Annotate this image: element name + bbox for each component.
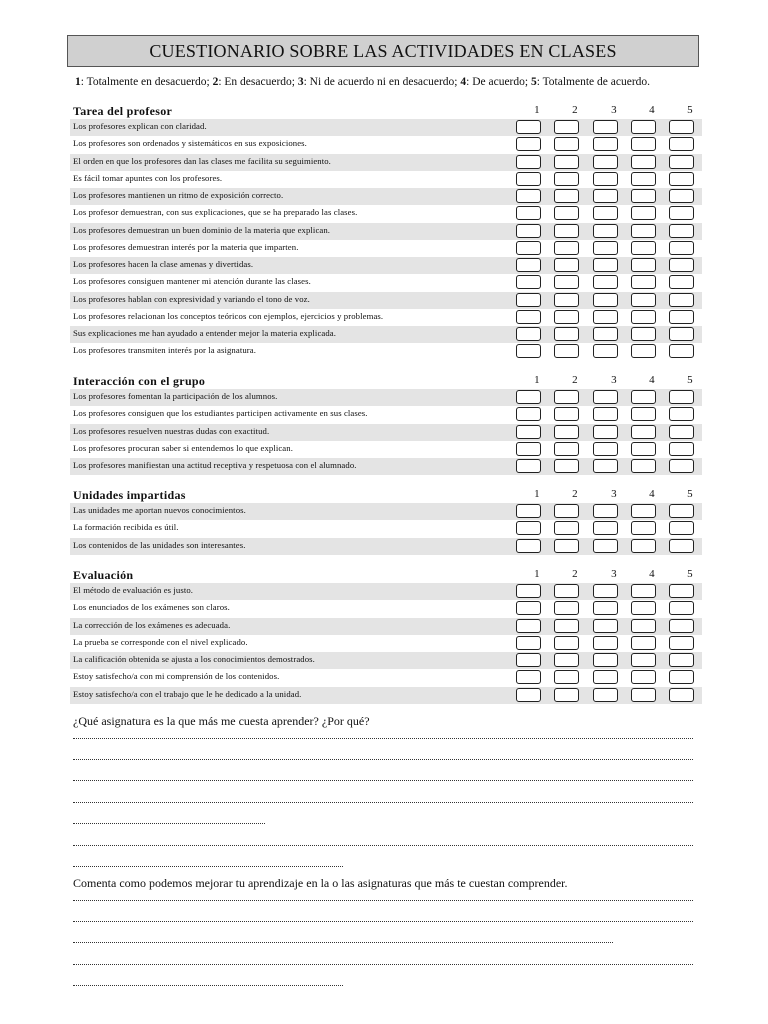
question-row xyxy=(70,538,702,555)
rating-checkbox-4[interactable] xyxy=(631,293,656,307)
rating-checkbox-3[interactable] xyxy=(593,407,618,421)
rating-checkbox-2[interactable] xyxy=(554,344,579,358)
legend-text-3: : Ni de acuerdo ni en desacuerdo; xyxy=(303,76,461,88)
question-row xyxy=(70,343,702,360)
rating-checkbox-3[interactable] xyxy=(593,504,618,518)
answer-line[interactable] xyxy=(73,954,693,965)
rating-checkbox-1[interactable] xyxy=(516,172,541,186)
rating-checkbox-1[interactable] xyxy=(516,504,541,518)
question-row xyxy=(70,188,702,205)
rating-checkbox-3[interactable] xyxy=(593,653,618,667)
legend-text-2: : En desacuerdo; xyxy=(218,76,298,88)
rating-checkbox-3[interactable] xyxy=(593,459,618,473)
rating-checkbox-3[interactable] xyxy=(593,189,618,203)
scale-number: 2 xyxy=(572,568,578,580)
rating-checkbox-2[interactable] xyxy=(554,206,579,220)
question-text: Los profesores fomentan la participación de los alumnos. xyxy=(73,391,278,401)
scale-number: 5 xyxy=(687,374,693,386)
scale-number: 2 xyxy=(572,374,578,386)
rating-checkbox-2[interactable] xyxy=(554,390,579,404)
legend-num-2: 2 xyxy=(212,76,219,88)
legend-num-4: 4 xyxy=(460,76,467,88)
rating-checkbox-4[interactable] xyxy=(631,137,656,151)
scale-number: 1 xyxy=(534,104,540,116)
question-row xyxy=(70,406,702,423)
question-text: Los profesor demuestran, con sus explicaciones, que se ha preparado las clases. xyxy=(73,207,358,218)
question-text: La formación recibida es útil. xyxy=(73,522,179,533)
rating-checkbox-1[interactable] xyxy=(516,241,541,255)
question-text: Los profesores consiguen que los estudiantes participen activamente en sus clases. xyxy=(73,408,368,419)
rating-checkbox-1[interactable] xyxy=(516,310,541,324)
answer-line[interactable] xyxy=(73,932,613,943)
rating-checkbox-4[interactable] xyxy=(631,189,656,203)
rating-checkbox-2[interactable] xyxy=(554,688,579,702)
section-title: Interacción con el grupo xyxy=(73,374,206,388)
rating-checkbox-1[interactable] xyxy=(516,258,541,272)
rating-checkbox-4[interactable] xyxy=(631,442,656,456)
rating-checkbox-3[interactable] xyxy=(593,258,618,272)
answer-line[interactable] xyxy=(73,890,693,901)
rating-checkbox-5[interactable] xyxy=(669,504,694,518)
question-text: Los enunciados de los exámenes son claros. xyxy=(73,602,230,613)
rating-checkbox-4[interactable] xyxy=(631,120,656,134)
rating-checkbox-3[interactable] xyxy=(593,137,618,151)
question-row xyxy=(70,136,702,153)
question-row xyxy=(70,309,702,326)
legend-num-5: 5 xyxy=(530,76,537,88)
rating-checkbox-2[interactable] xyxy=(554,539,579,553)
section-title: Tarea del profesor xyxy=(73,104,173,118)
question-text: Los profesores procuran saber si entendemos lo que explican. xyxy=(73,442,293,453)
rating-checkbox-5[interactable] xyxy=(669,293,694,307)
scale-number: 3 xyxy=(611,488,617,500)
rating-checkbox-2[interactable] xyxy=(554,425,579,439)
rating-checkbox-3[interactable] xyxy=(593,619,618,633)
question-text: El método de evaluación es justo. xyxy=(73,585,194,595)
answer-line[interactable] xyxy=(73,911,693,922)
rating-checkbox-5[interactable] xyxy=(669,688,694,702)
rating-checkbox-4[interactable] xyxy=(631,619,656,633)
question-row xyxy=(70,274,702,291)
question-row xyxy=(70,441,702,458)
scale-number: 1 xyxy=(534,374,540,386)
rating-checkbox-1[interactable] xyxy=(516,688,541,702)
question-text: La corrección de los exámenes es adecuada. xyxy=(73,619,231,630)
rating-checkbox-4[interactable] xyxy=(631,539,656,553)
rating-checkbox-3[interactable] xyxy=(593,521,618,535)
rating-checkbox-4[interactable] xyxy=(631,584,656,598)
question-row xyxy=(70,520,702,537)
rating-checkbox-5[interactable] xyxy=(669,619,694,633)
rating-checkbox-1[interactable] xyxy=(516,619,541,633)
rating-checkbox-2[interactable] xyxy=(554,224,579,238)
rating-checkbox-2[interactable] xyxy=(554,459,579,473)
question-row xyxy=(70,424,702,441)
open-question-1: ¿Qué asignatura es la que más me cuesta aprender? ¿Por qué? xyxy=(73,714,370,728)
rating-checkbox-1[interactable] xyxy=(516,224,541,238)
rating-checkbox-3[interactable] xyxy=(593,155,618,169)
rating-checkbox-5[interactable] xyxy=(669,172,694,186)
question-text: Las unidades me aportan nuevos conocimientos. xyxy=(73,505,246,515)
scale-number: 3 xyxy=(611,568,617,580)
question-text: Los profesores demuestran interés por la materia que imparten. xyxy=(73,241,299,252)
rating-checkbox-2[interactable] xyxy=(554,293,579,307)
scale-number: 4 xyxy=(649,488,655,500)
question-row xyxy=(70,583,702,600)
question-row xyxy=(70,240,702,257)
rating-checkbox-5[interactable] xyxy=(669,670,694,684)
rating-checkbox-4[interactable] xyxy=(631,688,656,702)
rating-checkbox-2[interactable] xyxy=(554,521,579,535)
rating-checkbox-3[interactable] xyxy=(593,241,618,255)
rating-checkbox-1[interactable] xyxy=(516,459,541,473)
question-row xyxy=(70,205,702,222)
rating-checkbox-2[interactable] xyxy=(554,189,579,203)
question-row xyxy=(70,223,702,240)
answer-line[interactable] xyxy=(73,835,693,846)
rating-checkbox-2[interactable] xyxy=(554,442,579,456)
rating-checkbox-2[interactable] xyxy=(554,155,579,169)
rating-checkbox-3[interactable] xyxy=(593,636,618,650)
rating-checkbox-5[interactable] xyxy=(669,653,694,667)
rating-checkbox-2[interactable] xyxy=(554,137,579,151)
rating-checkbox-1[interactable] xyxy=(516,407,541,421)
rating-checkbox-1[interactable] xyxy=(516,670,541,684)
rating-checkbox-1[interactable] xyxy=(516,206,541,220)
legend-num-1: 1 xyxy=(75,76,81,88)
legend-text-1: : Totalmente en desacuerdo; xyxy=(80,76,213,88)
rating-checkbox-3[interactable] xyxy=(593,120,618,134)
rating-checkbox-3[interactable] xyxy=(593,206,618,220)
legend-text-4: : De acuerdo; xyxy=(466,76,531,88)
rating-checkbox-1[interactable] xyxy=(516,120,541,134)
rating-checkbox-5[interactable] xyxy=(669,155,694,169)
rating-checkbox-4[interactable] xyxy=(631,601,656,615)
answer-line[interactable] xyxy=(73,770,693,781)
answer-line[interactable] xyxy=(73,813,265,824)
rating-checkbox-4[interactable] xyxy=(631,241,656,255)
rating-checkbox-5[interactable] xyxy=(669,189,694,203)
question-text: Los profesores hablan con expresividad y variando el tono de voz. xyxy=(73,293,310,304)
rating-checkbox-4[interactable] xyxy=(631,425,656,439)
rating-checkbox-5[interactable] xyxy=(669,327,694,341)
rating-checkbox-2[interactable] xyxy=(554,241,579,255)
rating-checkbox-4[interactable] xyxy=(631,275,656,289)
question-row xyxy=(70,669,702,686)
rating-checkbox-4[interactable] xyxy=(631,459,656,473)
question-text: Los profesores hacen la clase amenas y divertidas. xyxy=(73,259,254,269)
answer-line[interactable] xyxy=(73,792,693,803)
question-row xyxy=(70,389,702,406)
rating-checkbox-1[interactable] xyxy=(516,137,541,151)
rating-checkbox-5[interactable] xyxy=(669,425,694,439)
scale-number: 1 xyxy=(534,568,540,580)
question-text: Estoy satisfecho/a con el trabajo que le he dedicado a la unidad. xyxy=(73,688,302,699)
rating-checkbox-5[interactable] xyxy=(669,344,694,358)
question-text: El orden en que los profesores dan las clases me facilita su seguimiento. xyxy=(73,155,331,166)
question-text: Los profesores son ordenados y sistemáticos en sus exposiciones. xyxy=(73,138,307,149)
scale-number: 5 xyxy=(687,568,693,580)
scale-number: 4 xyxy=(649,568,655,580)
rating-checkbox-4[interactable] xyxy=(631,258,656,272)
rating-checkbox-2[interactable] xyxy=(554,407,579,421)
rating-checkbox-3[interactable] xyxy=(593,601,618,615)
page-title: CUESTIONARIO SOBRE LAS ACTIVIDADES EN CLASES xyxy=(67,35,699,67)
question-row xyxy=(70,600,702,617)
rating-checkbox-4[interactable] xyxy=(631,636,656,650)
answer-line[interactable] xyxy=(73,749,693,760)
rating-checkbox-2[interactable] xyxy=(554,258,579,272)
question-row xyxy=(70,292,702,309)
scale-number: 3 xyxy=(611,374,617,386)
rating-checkbox-2[interactable] xyxy=(554,653,579,667)
question-text: La prueba se corresponde con el nivel explicado. xyxy=(73,636,248,647)
rating-checkbox-2[interactable] xyxy=(554,619,579,633)
rating-checkbox-4[interactable] xyxy=(631,310,656,324)
rating-checkbox-4[interactable] xyxy=(631,327,656,341)
rating-checkbox-5[interactable] xyxy=(669,459,694,473)
rating-checkbox-2[interactable] xyxy=(554,504,579,518)
rating-checkbox-4[interactable] xyxy=(631,390,656,404)
rating-checkbox-1[interactable] xyxy=(516,425,541,439)
section-heading xyxy=(73,104,703,120)
rating-checkbox-2[interactable] xyxy=(554,636,579,650)
open-question-2: Comenta como podemos mejorar tu aprendizaje en la o las asignaturas que más te cuestan comprender. xyxy=(73,876,568,890)
rating-checkbox-4[interactable] xyxy=(631,670,656,684)
rating-checkbox-1[interactable] xyxy=(516,636,541,650)
rating-checkbox-1[interactable] xyxy=(516,442,541,456)
rating-checkbox-2[interactable] xyxy=(554,584,579,598)
rating-checkbox-5[interactable] xyxy=(669,601,694,615)
rating-checkbox-4[interactable] xyxy=(631,344,656,358)
rating-checkbox-1[interactable] xyxy=(516,653,541,667)
scale-number: 5 xyxy=(687,104,693,116)
question-text: Estoy satisfecho/a con mi comprensión de los contenidos. xyxy=(73,671,280,682)
rating-checkbox-3[interactable] xyxy=(593,172,618,186)
rating-checkbox-1[interactable] xyxy=(516,275,541,289)
question-text: Los profesores manifiestan una actitud receptiva y respetuosa con el alumnado. xyxy=(73,460,357,470)
question-text: La calificación obtenida se ajusta a los conocimientos demostrados. xyxy=(73,654,315,664)
rating-checkbox-1[interactable] xyxy=(516,189,541,203)
rating-checkbox-5[interactable] xyxy=(669,521,694,535)
rating-checkbox-1[interactable] xyxy=(516,155,541,169)
rating-checkbox-5[interactable] xyxy=(669,137,694,151)
question-text: Los profesores demuestran un buen dominio de la materia que explican. xyxy=(73,224,331,235)
rating-checkbox-3[interactable] xyxy=(593,539,618,553)
question-row xyxy=(70,326,702,343)
answer-line[interactable] xyxy=(73,975,343,986)
rating-checkbox-4[interactable] xyxy=(631,504,656,518)
rating-checkbox-2[interactable] xyxy=(554,172,579,186)
rating-checkbox-2[interactable] xyxy=(554,601,579,615)
section-heading xyxy=(73,488,703,504)
rating-checkbox-3[interactable] xyxy=(593,584,618,598)
rating-checkbox-3[interactable] xyxy=(593,390,618,404)
rating-checkbox-5[interactable] xyxy=(669,407,694,421)
question-text: Los profesores explican con claridad. xyxy=(73,121,207,131)
rating-checkbox-3[interactable] xyxy=(593,344,618,358)
scale-number: 2 xyxy=(572,104,578,116)
rating-checkbox-1[interactable] xyxy=(516,539,541,553)
question-row xyxy=(70,119,702,136)
rating-checkbox-5[interactable] xyxy=(669,539,694,553)
question-row xyxy=(70,503,702,520)
rating-checkbox-1[interactable] xyxy=(516,521,541,535)
rating-checkbox-3[interactable] xyxy=(593,310,618,324)
legend-num-3: 3 xyxy=(297,76,304,88)
rating-checkbox-4[interactable] xyxy=(631,155,656,169)
rating-checkbox-2[interactable] xyxy=(554,327,579,341)
rating-checkbox-2[interactable] xyxy=(554,670,579,684)
rating-checkbox-3[interactable] xyxy=(593,224,618,238)
section-title: Unidades impartidas xyxy=(73,488,186,502)
question-text: Los profesores consiguen mantener mi atención durante las clases. xyxy=(73,276,311,287)
rating-checkbox-2[interactable] xyxy=(554,310,579,324)
rating-checkbox-5[interactable] xyxy=(669,258,694,272)
scale-legend xyxy=(75,76,695,88)
rating-checkbox-3[interactable] xyxy=(593,688,618,702)
scale-number: 4 xyxy=(649,104,655,116)
rating-checkbox-1[interactable] xyxy=(516,390,541,404)
question-text: Los profesores relacionan los conceptos teóricos con ejemplos, ejercicios y problemas. xyxy=(73,310,384,321)
question-text: Sus explicaciones me han ayudado a entender mejor la materia explicada. xyxy=(73,328,337,338)
question-row xyxy=(70,458,702,475)
scale-number: 2 xyxy=(572,488,578,500)
scale-number: 1 xyxy=(534,488,540,500)
rating-checkbox-3[interactable] xyxy=(593,425,618,439)
section-title: Evaluación xyxy=(73,568,134,582)
question-row xyxy=(70,154,702,171)
rating-checkbox-5[interactable] xyxy=(669,120,694,134)
rating-checkbox-5[interactable] xyxy=(669,206,694,220)
rating-checkbox-5[interactable] xyxy=(669,390,694,404)
rating-checkbox-2[interactable] xyxy=(554,275,579,289)
rating-checkbox-1[interactable] xyxy=(516,344,541,358)
rating-checkbox-4[interactable] xyxy=(631,653,656,667)
section-heading xyxy=(73,568,703,584)
question-text: Es fácil tomar apuntes con los profesores. xyxy=(73,172,223,183)
question-row xyxy=(70,652,702,669)
legend-text-5: : Totalmente de acuerdo. xyxy=(536,76,651,88)
rating-checkbox-3[interactable] xyxy=(593,275,618,289)
rating-checkbox-1[interactable] xyxy=(516,584,541,598)
rating-checkbox-3[interactable] xyxy=(593,670,618,684)
rating-checkbox-1[interactable] xyxy=(516,293,541,307)
question-row xyxy=(70,618,702,635)
rating-checkbox-5[interactable] xyxy=(669,636,694,650)
rating-checkbox-4[interactable] xyxy=(631,407,656,421)
rating-checkbox-5[interactable] xyxy=(669,241,694,255)
rating-checkbox-1[interactable] xyxy=(516,601,541,615)
rating-checkbox-3[interactable] xyxy=(593,327,618,341)
rating-checkbox-5[interactable] xyxy=(669,442,694,456)
rating-checkbox-3[interactable] xyxy=(593,293,618,307)
rating-checkbox-4[interactable] xyxy=(631,521,656,535)
question-row xyxy=(70,687,702,704)
question-text: Los profesores mantienen un ritmo de exposición correcto. xyxy=(73,190,284,200)
rating-checkbox-5[interactable] xyxy=(669,310,694,324)
rating-checkbox-5[interactable] xyxy=(669,224,694,238)
rating-checkbox-3[interactable] xyxy=(593,442,618,456)
answer-line[interactable] xyxy=(73,728,693,739)
question-row xyxy=(70,171,702,188)
scale-number: 5 xyxy=(687,488,693,500)
answer-line[interactable] xyxy=(73,856,343,867)
question-text: Los profesores resuelven nuestras dudas con exactitud. xyxy=(73,425,270,436)
rating-checkbox-1[interactable] xyxy=(516,327,541,341)
rating-checkbox-5[interactable] xyxy=(669,275,694,289)
rating-checkbox-4[interactable] xyxy=(631,172,656,186)
question-row xyxy=(70,257,702,274)
question-row xyxy=(70,635,702,652)
rating-checkbox-5[interactable] xyxy=(669,584,694,598)
section-heading xyxy=(73,374,703,390)
question-text: Los contenidos de las unidades son interesantes. xyxy=(73,539,246,550)
scale-number: 4 xyxy=(649,374,655,386)
rating-checkbox-2[interactable] xyxy=(554,120,579,134)
rating-checkbox-4[interactable] xyxy=(631,206,656,220)
question-text: Los profesores transmiten interés por la asignatura. xyxy=(73,345,256,356)
rating-checkbox-4[interactable] xyxy=(631,224,656,238)
scale-number: 3 xyxy=(611,104,617,116)
